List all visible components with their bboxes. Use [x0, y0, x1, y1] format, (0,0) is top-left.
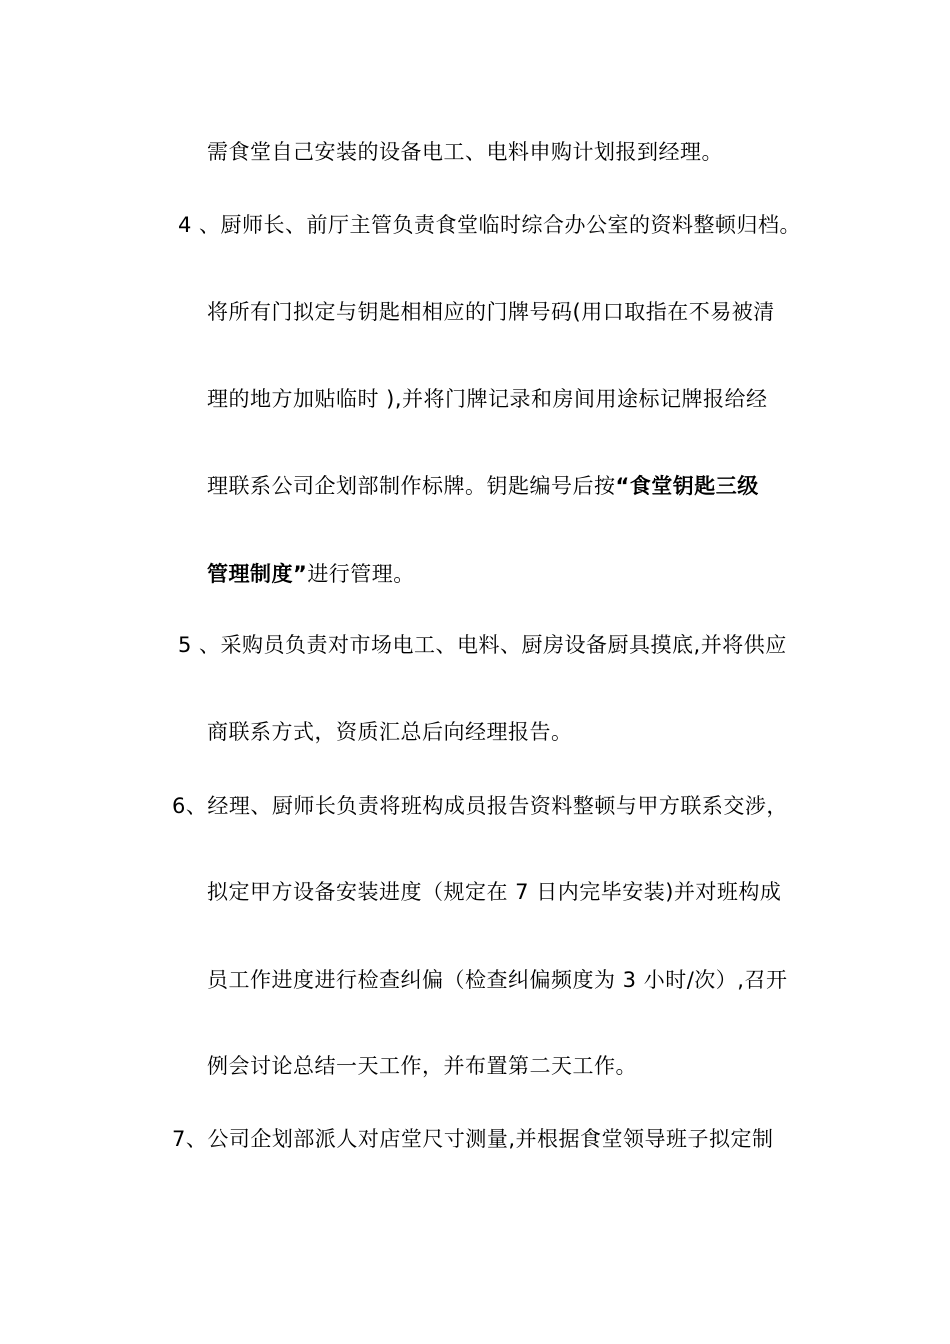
text-line-8: 商联系方式，资质汇总后向经理报告。	[207, 720, 573, 744]
text-line-5-plain: 理联系公司企划部制作标牌。钥匙编号后按	[207, 474, 616, 498]
text-line-6	[207, 560, 415, 588]
text-line-2: 4 、厨师长、前厅主管负责食堂临时综合办公室的资料整顿归档。	[178, 213, 802, 237]
text-line-4: 理的地方加贴临时 ),并将门牌记录和房间用途标记牌报给经	[207, 387, 768, 411]
text-line-6-plain: 进行管理。	[307, 562, 415, 586]
text-line-5-bold: “食堂钥匙三级	[615, 474, 759, 498]
text-line-12: 例会讨论总结一天工作，并布置第二天工作。	[207, 1054, 637, 1078]
text-line-11: 员工作进度进行检查纠偏（检查纠偏频度为 3 小时/次）,召开	[207, 968, 788, 992]
text-line-6-bold: 管理制度”	[207, 562, 308, 586]
text-line-5	[207, 472, 759, 500]
text-line-13: 7、公司企划部派人对店堂尺寸测量,并根据食堂领导班子拟定制	[172, 1127, 774, 1151]
text-line-7: 5 、采购员负责对市场电工、电料、厨房设备厨具摸底,并将供应	[178, 633, 787, 657]
text-line-1: 需食堂自己安装的设备电工、电料申购计划报到经理。	[207, 140, 723, 164]
text-line-9: 6、经理、厨师长负责将班构成员报告资料整顿与甲方联系交涉，	[172, 794, 788, 818]
text-line-10: 拟定甲方设备安装进度（规定在 7 日内完毕安装)并对班构成	[207, 880, 782, 904]
text-line-3: 将所有门拟定与钥匙相相应的门牌号码(用口取指在不易被清	[207, 300, 775, 324]
